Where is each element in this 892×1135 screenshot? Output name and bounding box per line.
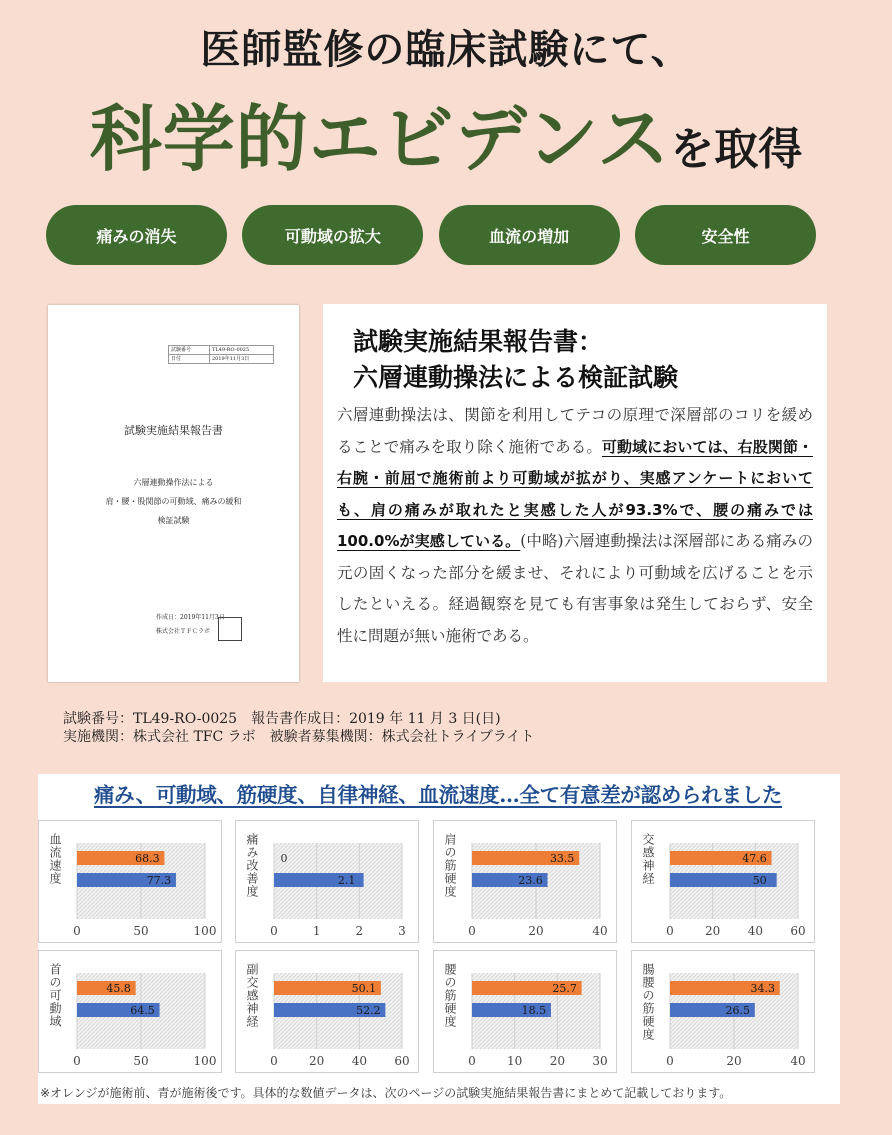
tick-label: 0 bbox=[270, 1054, 278, 1068]
data-label: 18.5 bbox=[521, 1004, 547, 1017]
report-text-highlight: 可動域においては、右股関節・右腕・前屈で施術前より可動域が拡がり、実感アンケートにおいても、肩の痛みが取れたと実感した人が93.3%で、腰の痛みでは 100.0%が実感している。 bbox=[337, 437, 813, 550]
chart-plot bbox=[39, 951, 221, 1072]
tick-label: 50 bbox=[133, 1054, 149, 1068]
report-text-rest: (中略)六層連動操法は深層部にある痛みの元の固くなった部分を緩ませ、それにより可動域を広げることを示したといえる。経過観察を見ても有害事象は発生しておらず、安全性に問題が無い施術である。 bbox=[337, 532, 813, 645]
data-label: 2.1 bbox=[337, 874, 356, 887]
meta-key: 試験番号 bbox=[169, 346, 210, 354]
chart-4 bbox=[631, 820, 815, 943]
data-label: 50.1 bbox=[351, 982, 377, 995]
chart-label: 腸腰の筋硬度 bbox=[641, 963, 655, 1041]
cover-subtitle-line: 六層連動操作法による bbox=[133, 478, 214, 487]
pill-range-of-motion: 可動域の拡大 bbox=[242, 205, 423, 265]
chart-3 bbox=[433, 820, 617, 943]
report-title-line1: 試験実施結果報告書： bbox=[353, 327, 604, 356]
tick-label: 20 bbox=[549, 1054, 565, 1068]
benefit-pills bbox=[46, 205, 816, 265]
chart-1 bbox=[38, 820, 222, 943]
chart-plot bbox=[236, 821, 418, 942]
tick-label: 10 bbox=[507, 1054, 523, 1068]
header-highlight: 科学的エビデンス bbox=[89, 96, 671, 181]
tick-label: 100 bbox=[193, 1054, 217, 1068]
data-label: 77.3 bbox=[146, 874, 172, 887]
chart-7 bbox=[433, 950, 617, 1073]
tick-label: 20 bbox=[705, 924, 721, 938]
trial-info-line2: 実施機関：株式会社 TFC ラボ 被験者募集機関：株式会社トライブライト bbox=[63, 729, 535, 745]
cover-subtitle bbox=[48, 473, 299, 530]
cover-footer bbox=[156, 611, 225, 639]
data-label: 47.6 bbox=[742, 852, 767, 865]
page-header bbox=[0, 8, 892, 185]
report-title-line2: 六層連動操法による検証試験 bbox=[353, 363, 679, 392]
tick-label: 0 bbox=[73, 1054, 81, 1068]
data-label: 23.6 bbox=[518, 874, 543, 887]
tick-label: 20 bbox=[726, 1054, 742, 1068]
chart-label: 首の可動域 bbox=[48, 963, 62, 1028]
chart-label: 肩の筋硬度 bbox=[443, 833, 457, 898]
data-label: 68.3 bbox=[135, 852, 160, 865]
data-label: 45.8 bbox=[106, 982, 131, 995]
tick-label: 30 bbox=[592, 1054, 608, 1068]
header-line1: 医師監修の臨床試験にて、 bbox=[200, 27, 692, 73]
data-label: 64.5 bbox=[130, 1004, 155, 1017]
chart-label: 副交感神経 bbox=[245, 963, 259, 1028]
results-panel bbox=[38, 774, 840, 1104]
pill-safety: 安全性 bbox=[635, 205, 816, 265]
meta-key: 日付 bbox=[169, 355, 210, 363]
tick-label: 100 bbox=[193, 924, 217, 938]
tick-label: 0 bbox=[666, 1054, 674, 1068]
report-body bbox=[337, 400, 813, 652]
tick-label: 0 bbox=[468, 924, 476, 938]
tick-label: 40 bbox=[351, 1054, 367, 1068]
chart-label: 交感神経 bbox=[641, 833, 655, 885]
header-line2 bbox=[0, 81, 892, 185]
meta-value: TL49-RO-0025 bbox=[212, 347, 250, 353]
data-label: 0 bbox=[280, 852, 288, 865]
chart-plot bbox=[434, 821, 616, 942]
tick-label: 50 bbox=[133, 924, 149, 938]
tick-label: 20 bbox=[528, 924, 544, 938]
pill-blood-flow: 血流の増加 bbox=[439, 205, 620, 265]
chart-label: 腰の筋硬度 bbox=[443, 963, 457, 1028]
tick-label: 0 bbox=[73, 924, 81, 938]
chart-label: 血流速度 bbox=[48, 833, 62, 885]
report-text-intro: 六層連動操法は、関節を利用してテコの原理で深層部のコリを緩めることで痛みを取り除く施術である。 bbox=[337, 406, 813, 456]
tick-label: 40 bbox=[790, 1054, 806, 1068]
tick-label: 2 bbox=[355, 924, 364, 938]
data-label: 52.2 bbox=[356, 1004, 381, 1017]
chart-6 bbox=[235, 950, 419, 1073]
tick-label: 40 bbox=[747, 924, 763, 938]
results-note: ※オレンジが施術前、青が施術後です。具体的な数値データは、次のページの試験実施結果報告書にまとめて記載しております。 bbox=[40, 1086, 732, 1100]
results-banner: 痛み、可動域、筋硬度、自律神経、血流速度…全て有意差が認められました bbox=[93, 783, 783, 807]
pill-pain-relief: 痛みの消失 bbox=[46, 205, 227, 265]
chart-5 bbox=[38, 950, 222, 1073]
cover-footer-line: 株式会社ＴＦＣラボ bbox=[156, 628, 211, 635]
chart-8 bbox=[631, 950, 815, 1073]
report-meta-table bbox=[168, 345, 274, 364]
trial-info-line1: 試験番号：TL49-RO-0025 報告書作成日：2019 年 11 月 3 日(日) bbox=[63, 711, 501, 727]
cover-subtitle-line: 肩・腰・股関節の可動域、痛みの緩和 bbox=[105, 497, 242, 506]
chart-plot bbox=[632, 821, 814, 942]
tick-label: 0 bbox=[666, 924, 674, 938]
company-seal-icon bbox=[218, 617, 242, 641]
data-label: 33.5 bbox=[549, 852, 575, 865]
tick-label: 3 bbox=[398, 924, 406, 938]
chart-plot bbox=[236, 951, 418, 1072]
chart-plot bbox=[434, 951, 616, 1072]
chart-label: 痛み改善度 bbox=[245, 833, 259, 898]
cover-footer-line: 作成日：2019年11月3日 bbox=[156, 614, 225, 621]
tick-label: 60 bbox=[790, 924, 806, 938]
chart-2 bbox=[235, 820, 419, 943]
meta-value: 2019年11月3日 bbox=[212, 356, 250, 362]
report-summary bbox=[323, 304, 827, 682]
trial-info bbox=[63, 710, 534, 746]
tick-label: 1 bbox=[312, 924, 321, 938]
data-label: 34.3 bbox=[750, 982, 776, 995]
cover-subtitle-line: 検証試験 bbox=[157, 516, 190, 525]
report-cover-thumbnail bbox=[48, 305, 299, 682]
chart-plot bbox=[632, 951, 814, 1072]
header-suffix: を取得 bbox=[670, 124, 803, 175]
tick-label: 0 bbox=[270, 924, 278, 938]
chart-plot bbox=[39, 821, 221, 942]
report-title bbox=[337, 324, 813, 396]
tick-label: 60 bbox=[394, 1054, 410, 1068]
tick-label: 20 bbox=[309, 1054, 325, 1068]
tick-label: 0 bbox=[468, 1054, 476, 1068]
data-label: 25.7 bbox=[552, 982, 577, 995]
cover-title: 試験実施結果報告書 bbox=[124, 424, 223, 437]
tick-label: 40 bbox=[592, 924, 608, 938]
data-label: 50 bbox=[752, 874, 767, 887]
data-label: 26.5 bbox=[725, 1004, 751, 1017]
